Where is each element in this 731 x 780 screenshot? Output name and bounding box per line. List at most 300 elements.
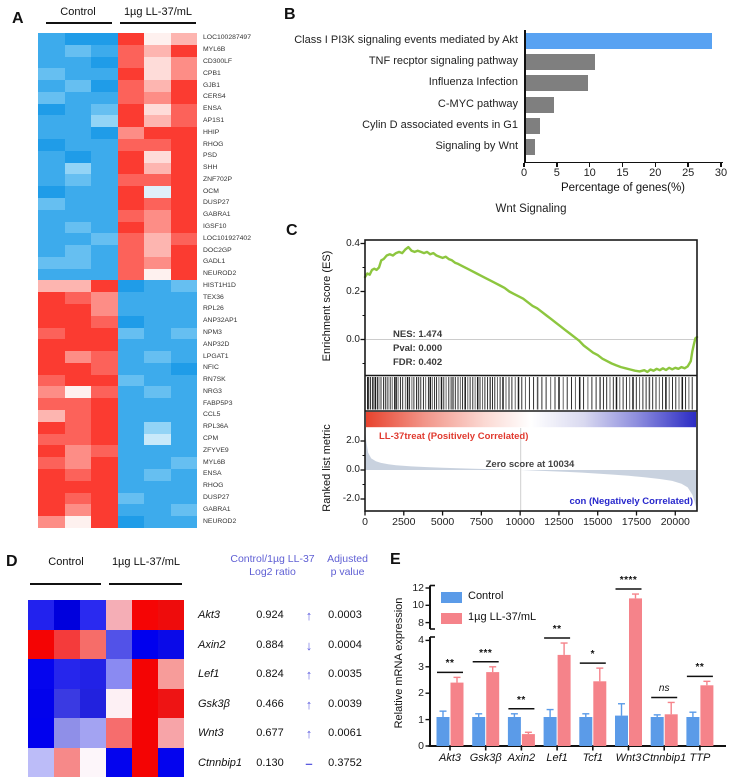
significance-label: * [590, 649, 595, 661]
gene-label: HIST1H1D [203, 281, 236, 289]
panel-c-plot [352, 236, 704, 536]
gene-label: ZNF702P [203, 175, 233, 183]
heatmap-cell [38, 504, 65, 516]
heatmap-cell [171, 269, 198, 281]
heatmap-cell [144, 434, 171, 446]
control-bar [615, 716, 628, 746]
legend-swatch-ll37 [441, 613, 462, 624]
panel-e-label: E [390, 551, 401, 568]
heatmap-cell [91, 328, 118, 340]
heatmap-cell [171, 210, 198, 222]
es-ytick-label: 0.0 [346, 333, 360, 345]
rank-gradient-bar [366, 412, 696, 427]
panel-d-pvalue-header [320, 553, 375, 579]
heatmap-cell [91, 493, 118, 505]
bar [526, 118, 540, 134]
gene-name: Lef1 [198, 668, 220, 681]
regulation-arrow: ↑ [305, 608, 313, 624]
significance-label: ** [695, 662, 705, 674]
heatmap-cell [171, 375, 198, 387]
control-bar [472, 717, 485, 746]
heatmap-cell [132, 689, 158, 719]
heatmap-cell [38, 257, 65, 269]
heatmap-cell [106, 630, 132, 660]
heatmap-cell [65, 493, 92, 505]
heatmap-cell [91, 469, 118, 481]
gene-label: CCL5 [203, 411, 221, 419]
control-bar [651, 717, 664, 746]
gene-label: ANP32D [203, 340, 230, 348]
bar-category-label: C-MYC pathway [437, 97, 518, 110]
heatmap-cell [118, 257, 145, 269]
gene-label: RN7SK [203, 376, 226, 384]
y-tick-label: 8 [418, 616, 424, 629]
panel-d-ratio-header-line1: Control/1µg LL-37 [230, 553, 315, 565]
heatmap-cell [171, 233, 198, 245]
control-bar [437, 717, 450, 746]
significance-label: **** [619, 575, 638, 587]
gene-label: ZFYVE9 [203, 446, 229, 454]
bar [526, 139, 535, 155]
heatmap-cell [158, 718, 184, 748]
gene-name: Wnt3 [198, 727, 224, 740]
heatmap-cell [171, 292, 198, 304]
heatmap-cell [158, 748, 184, 778]
bar [526, 54, 595, 70]
bar-category-label: Signaling by Wnt [435, 140, 518, 152]
heatmap-cell [38, 316, 65, 328]
bar-category-label: Class I PI3K signaling events mediated by Akt [294, 34, 518, 46]
gene-label: SHH [203, 164, 218, 172]
control-bar [508, 717, 521, 746]
heatmap-cell [171, 386, 198, 398]
significance-label: *** [479, 647, 493, 659]
heatmap-cell [54, 630, 80, 660]
heatmap-cell [144, 386, 171, 398]
gene-label: LPGAT1 [203, 352, 229, 360]
metric-ytick-label: 2.0 [346, 435, 360, 446]
significance-label: ns [658, 683, 670, 695]
heatmap-cell [38, 222, 65, 234]
metric-ytick-label: 0.0 [346, 464, 360, 475]
treated-bar [522, 734, 535, 746]
log2-ratio: 0.466 [256, 697, 284, 710]
qpcr-svg [395, 575, 731, 775]
heatmap-cell [171, 410, 198, 422]
gene-label: DOC2GP [203, 246, 232, 254]
heatmap-cell [171, 304, 198, 316]
heatmap-cell [65, 328, 92, 340]
heatmap-cell [171, 339, 198, 351]
heatmap-cell [38, 339, 65, 351]
heatmap-cell [38, 410, 65, 422]
heatmap-cell [132, 748, 158, 778]
log2-ratio: 0.130 [256, 756, 284, 769]
x-tick-label: 2500 [392, 516, 416, 528]
heatmap-cell [118, 398, 145, 410]
p-value: 0.0039 [328, 697, 362, 710]
x-tick-label: 7500 [469, 516, 494, 528]
gene-label: CERS4 [203, 93, 226, 101]
heatmap-cell [38, 210, 65, 222]
heatmap-cell [91, 257, 118, 269]
panel-a-group-ll37: 1µg LL-37/mL [123, 6, 193, 18]
gene-label: FABP5P3 [203, 399, 233, 407]
heatmap-cell [28, 600, 54, 630]
heatmap-cell [144, 328, 171, 340]
heatmap-cell [171, 398, 198, 410]
heatmap-cell [118, 292, 145, 304]
heatmap-cell [118, 445, 145, 457]
gene-label: DUSP27 [203, 493, 230, 501]
heatmap-cell [132, 630, 158, 660]
panel-c-nes: NES: 1.474 [393, 329, 443, 340]
panel-d-ratio-header-line2: Log2 ratio [249, 566, 296, 578]
heatmap-cell [65, 504, 92, 516]
heatmap-cell [91, 316, 118, 328]
gene-label: NPM3 [203, 329, 222, 337]
log2-ratio: 0.884 [256, 638, 284, 651]
gene-name: Gsk3β [198, 697, 230, 710]
heatmap-cell [65, 469, 92, 481]
heatmap-cell [118, 410, 145, 422]
category-label: Tcf1 [582, 752, 603, 764]
gsea-svg [352, 236, 704, 536]
heatmap-cell [118, 481, 145, 493]
bar [526, 33, 712, 49]
category-label: Gsk3β [469, 752, 502, 764]
heatmap-cell [65, 422, 92, 434]
gene-label: TEX36 [203, 293, 224, 301]
heatmap-cell [65, 222, 92, 234]
heatmap-cell [65, 292, 92, 304]
heatmap-cell [118, 375, 145, 387]
heatmap-cell [132, 659, 158, 689]
gene-label: ENSA [203, 105, 222, 113]
heatmap-cell [65, 410, 92, 422]
category-label: Lef1 [546, 752, 568, 764]
heatmap-cell [144, 233, 171, 245]
y-tick-label: 2 [418, 687, 424, 700]
heatmap-cell [171, 422, 198, 434]
heatmap-cell [118, 304, 145, 316]
gene-label: GJB1 [203, 81, 220, 89]
heatmap-cell [91, 269, 118, 281]
heatmap-cell [54, 659, 80, 689]
x-tick-label: 0 [362, 516, 368, 528]
heatmap-cell [91, 375, 118, 387]
heatmap-cell [65, 233, 92, 245]
heatmap-cell [118, 316, 145, 328]
heatmap-cell [106, 689, 132, 719]
heatmap-cell [65, 210, 92, 222]
heatmap-cell [132, 600, 158, 630]
heatmap-cell [144, 304, 171, 316]
panel-e-ylabel: Relative mRNA expression [393, 597, 405, 729]
heatmap-cell [38, 445, 65, 457]
heatmap-cell [28, 630, 54, 660]
p-value: 0.0004 [328, 638, 362, 651]
treated-bar [558, 655, 571, 746]
es-ytick-label: 0.4 [346, 237, 360, 249]
gene-label: CPM [203, 435, 219, 443]
heatmap-cell [54, 748, 80, 778]
y-tick-label: 1 [418, 713, 424, 726]
control-bar [579, 717, 592, 746]
y-tick-label: 0 [418, 740, 424, 752]
heatmap-cell [38, 422, 65, 434]
heatmap-cell [38, 363, 65, 375]
heatmap-cell [118, 351, 145, 363]
bar-category-label: Cylin D associated events in G1 [362, 118, 518, 131]
bar-category-label: Influenza Infection [428, 76, 518, 89]
heatmap-cell [144, 257, 171, 269]
heatmap-cell [118, 222, 145, 234]
y-tick-label: 10 [412, 599, 424, 612]
heatmap-cell [91, 339, 118, 351]
panel-a-group-control: Control [60, 6, 96, 18]
gene-label: RHOG [203, 140, 224, 148]
panel-d-control-line [30, 583, 101, 585]
regulation-arrow: ↑ [305, 667, 313, 683]
heatmap-cell [144, 493, 171, 505]
heatmap-cell [28, 748, 54, 778]
panel-c-ylabel-top: Enrichment score (ES) [321, 250, 333, 362]
heatmap-cell [91, 245, 118, 257]
gene-label: RPL36A [203, 423, 229, 431]
heatmap-cell [171, 445, 198, 457]
gene-name: Akt3 [198, 609, 221, 622]
heatmap-cell [144, 339, 171, 351]
heatmap-cell [118, 434, 145, 446]
legend-label-ll37: 1µg LL-37/mL [468, 611, 537, 623]
heatmap-cell [144, 398, 171, 410]
heatmap-cell [65, 386, 92, 398]
heatmap-cell [65, 445, 92, 457]
legend-label-control: Control [468, 590, 504, 602]
gene-label: MYL6B [203, 458, 226, 466]
heatmap-cell [91, 386, 118, 398]
significance-label: ** [552, 624, 562, 635]
panel-d-pvalue-header-line2: p value [330, 566, 365, 578]
heatmap-cell [118, 269, 145, 281]
gene-label: NEUROD2 [203, 517, 237, 525]
heatmap-cell [91, 304, 118, 316]
heatmap-cell [54, 718, 80, 748]
heatmap-cell [171, 434, 198, 446]
heatmap-cell [28, 659, 54, 689]
heatmap-cell [171, 516, 198, 528]
heatmap-cell [118, 210, 145, 222]
panel-c-zero-label: Zero score at 10034 [485, 459, 575, 470]
heatmap-cell [144, 280, 171, 292]
panel-c-positive-label: LL-37treat (Positively Correlated) [379, 431, 529, 442]
heatmap-cell [171, 363, 198, 375]
heatmap-cell [38, 457, 65, 469]
x-tick-label: 15 [616, 167, 629, 179]
heatmap-cell [171, 469, 198, 481]
y-tick-label: 12 [412, 582, 424, 594]
heatmap-cell [80, 748, 106, 778]
gene-label: NEUROD2 [203, 270, 237, 278]
heatmap-cell [38, 375, 65, 387]
treated-bar [700, 685, 713, 746]
log2-ratio: 0.924 [256, 609, 284, 622]
category-label: Wnt3 [615, 752, 642, 764]
heatmap-cell [144, 222, 171, 234]
heatmap-cell [65, 434, 92, 446]
heatmap-cell [80, 718, 106, 748]
p-value: 0.0003 [328, 609, 362, 622]
heatmap-cell [144, 375, 171, 387]
x-tick-label: 20000 [660, 516, 690, 528]
heatmap-cell [38, 469, 65, 481]
heatmap-cell [54, 689, 80, 719]
heatmap-cell [158, 659, 184, 689]
panel-e-plot [395, 575, 731, 775]
treated-bar [665, 714, 678, 746]
heatmap-cell [80, 630, 106, 660]
heatmap-cell [91, 222, 118, 234]
heatmap-cell [144, 410, 171, 422]
panel-d-group-ll37: 1µg LL-37/mL [111, 556, 181, 568]
heatmap-cell [65, 363, 92, 375]
heatmap-cell [65, 457, 92, 469]
panel-d-group-control: Control [48, 556, 84, 568]
x-tick-label: 25 [682, 167, 695, 179]
gene-label: GADL1 [203, 258, 226, 266]
treated-bar [486, 672, 499, 746]
treated-bar [451, 683, 464, 746]
heatmap-cell [38, 245, 65, 257]
heatmap-cell [171, 316, 198, 328]
gene-label: CPB1 [203, 69, 221, 77]
heatmap-cell [38, 351, 65, 363]
gene-label: RPL26 [203, 305, 224, 313]
gene-label: RHOG [203, 482, 224, 490]
heatmap-cell [171, 222, 198, 234]
panel-c-title: Wnt Signaling [495, 203, 567, 215]
heatmap-cell [171, 457, 198, 469]
heatmap-cell [91, 422, 118, 434]
heatmap-cell [171, 504, 198, 516]
heatmap-cell [38, 386, 65, 398]
x-tick-label: 20 [649, 167, 662, 179]
p-value: 0.3752 [328, 756, 362, 769]
gene-label: GABRA1 [203, 505, 231, 513]
gene-label: ENSA [203, 470, 222, 478]
heatmap-cell [118, 504, 145, 516]
gene-label: LOC100287497 [203, 34, 251, 42]
heatmap-cell [65, 257, 92, 269]
bar [526, 75, 588, 91]
heatmap-cell [91, 351, 118, 363]
y-tick-label: 3 [418, 660, 424, 673]
gene-label: AP1S1 [203, 116, 225, 124]
heatmap-cell [144, 422, 171, 434]
treated-bar [593, 681, 606, 746]
gene-label: CD300LF [203, 58, 233, 66]
p-value: 0.0035 [328, 668, 362, 681]
panel-c-fdr: FDR: 0.402 [393, 357, 443, 368]
gene-label: ANP32AP1 [203, 317, 238, 325]
heatmap-cell [65, 245, 92, 257]
heatmap-cell [91, 457, 118, 469]
heatmap-cell [171, 257, 198, 269]
heatmap-cell [38, 328, 65, 340]
heatmap-cell [118, 422, 145, 434]
heatmap-cell [38, 398, 65, 410]
x-tick-label: 12500 [544, 516, 574, 528]
heatmap-cell [158, 630, 184, 660]
heatmap-cell [65, 316, 92, 328]
x-tick-label: 0 [520, 167, 528, 179]
heatmap-cell [171, 280, 198, 292]
heatmap-cell [171, 245, 198, 257]
heatmap-cell [65, 398, 92, 410]
heatmap-cell [28, 718, 54, 748]
heatmap-cell [38, 280, 65, 292]
heatmap-cell [118, 493, 145, 505]
x-axis-line [524, 162, 723, 164]
bar-category-label: TNF recptor signaling pathway [368, 55, 518, 68]
heatmap-cell [118, 245, 145, 257]
heatmap-cell [65, 304, 92, 316]
heatmap-cell [144, 445, 171, 457]
gene-label: DUSP27 [203, 199, 230, 207]
regulation-arrow: ↑ [305, 696, 313, 712]
x-tick-label: 10 [583, 167, 596, 179]
gene-label: GABRA1 [203, 211, 231, 219]
heatmap-cell [144, 516, 171, 528]
panel-d-heatmap [28, 600, 184, 777]
panel-b-xaxis-title: Percentage of genes(%) [560, 182, 686, 194]
heatmap-cell [144, 292, 171, 304]
category-label: Akt3 [438, 752, 461, 764]
panel-c-ylabel-bottom: Ranked list metric [321, 424, 333, 512]
es-ytick-label: 0.2 [346, 285, 360, 297]
panel-d-pvalue-header-line1: Adjusted [327, 553, 368, 565]
bar [526, 97, 554, 113]
gene-label: PSD [203, 152, 217, 160]
panel-b-chart [0, 0, 731, 200]
heatmap-cell [91, 434, 118, 446]
heatmap-cell [118, 233, 145, 245]
gene-label: NFIC [203, 364, 219, 372]
gene-name: Ctnnbip1 [198, 756, 243, 769]
heatmap-cell [80, 659, 106, 689]
panel-c-negative-label: con (Negatively Correlated) [569, 496, 693, 507]
heatmap-cell [106, 718, 132, 748]
heatmap-cell [132, 718, 158, 748]
significance-label: ** [445, 658, 455, 670]
x-tick-label: 5 [553, 167, 560, 179]
heatmap-cell [38, 304, 65, 316]
y-tick-label: 4 [418, 634, 424, 647]
heatmap-cell [91, 481, 118, 493]
panel-d-label: D [6, 553, 18, 570]
heatmap-cell [91, 280, 118, 292]
heatmap-cell [171, 328, 198, 340]
x-tick-label: 15000 [583, 516, 613, 528]
heatmap-cell [144, 504, 171, 516]
x-tick-label: 5000 [430, 516, 455, 528]
treated-bar [629, 598, 642, 746]
panel-d-ratio-header [225, 553, 320, 579]
heatmap-cell [65, 351, 92, 363]
heatmap-cell [80, 689, 106, 719]
heatmap-cell [171, 481, 198, 493]
